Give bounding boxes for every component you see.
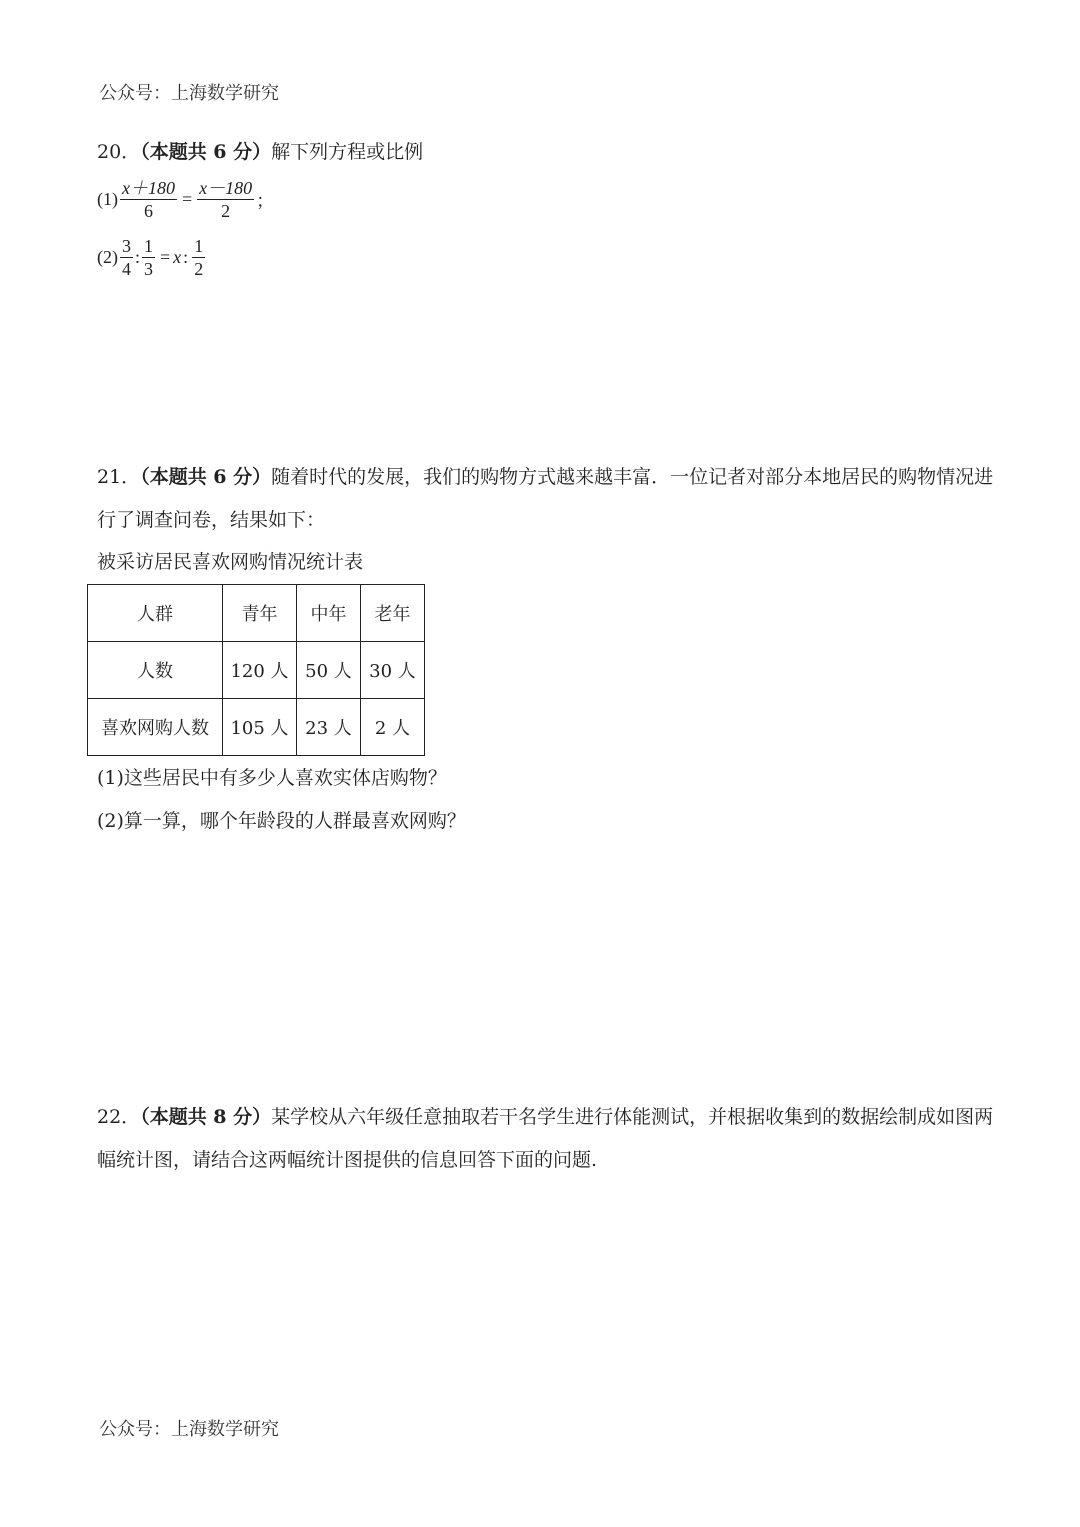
question-21-line-1	[97, 468, 993, 487]
question-22-points: （本题共 8 分）	[140, 1106, 272, 1128]
part-2-label: (2)	[97, 247, 118, 267]
fraction-b	[142, 235, 155, 280]
table-cell: 50 人	[297, 642, 361, 699]
stats-table	[87, 584, 425, 756]
table-cell: 120 人	[223, 642, 297, 699]
table-header-cell: 老年	[361, 585, 425, 642]
question-21-text-1: 随着时代的发展，我们的购物方式越来越丰富．一位记者对部分本地居民的购物情况进	[271, 466, 994, 488]
fraction-lhs	[120, 177, 177, 222]
table-cell: 2 人	[361, 699, 425, 756]
table-cell: 23 人	[297, 699, 361, 756]
table-cell: 30 人	[361, 642, 425, 699]
part-1-label: (1)	[97, 189, 118, 209]
question-20-number: 20．	[97, 141, 141, 163]
fraction-lhs-numerator: x＋180	[122, 178, 175, 198]
fraction-a-denominator: 4	[122, 259, 131, 279]
ratio-colon-1: :	[135, 247, 141, 267]
question-20-part-2	[97, 235, 207, 280]
question-22-number: 22．	[97, 1106, 141, 1128]
fraction-b-numerator: 1	[144, 236, 154, 256]
question-20-points: （本题共 6 分）	[140, 141, 272, 163]
table-header-cell: 中年	[297, 585, 361, 642]
fraction-c-denominator: 2	[194, 259, 204, 279]
table-cell: 喜欢网购人数	[88, 699, 223, 756]
question-21-points: （本题共 6 分）	[140, 466, 272, 488]
question-21-sub-2: (2)算一算，哪个年龄段的人群最喜欢网购？	[97, 810, 466, 832]
question-21-line-2: 行了调查问卷，结果如下：	[97, 509, 326, 531]
question-22-text-1: 某学校从六年级任意抽取若干名学生进行体能测试，并根据收集到的数据绘制成如图两	[271, 1106, 994, 1128]
table-header-row	[88, 585, 425, 642]
variable-x: x	[173, 247, 182, 267]
question-20-title	[97, 143, 423, 162]
fraction-rhs-numerator: x－180	[199, 178, 253, 198]
page-footer: 公众号：上海数学研究	[99, 1419, 279, 1440]
fraction-c	[192, 235, 205, 280]
fraction-a	[120, 235, 133, 280]
fraction-rhs-denominator: 2	[221, 201, 231, 221]
fraction-b-denominator: 3	[144, 259, 154, 279]
equals-sign: =	[182, 189, 193, 209]
table-cell: 105 人	[223, 699, 297, 756]
fraction-lhs-denominator: 6	[144, 201, 153, 221]
table-cell: 人数	[88, 642, 223, 699]
question-20-part-1	[97, 177, 274, 222]
page-header: 公众号：上海数学研究	[99, 83, 279, 104]
question-21-number: 21．	[97, 466, 141, 488]
part-1-end-punct: ；	[256, 190, 275, 211]
equals-sign-2: =	[160, 247, 171, 267]
question-20-prompt: 解下列方程或比例	[271, 141, 424, 163]
table-header-cell: 人群	[88, 585, 223, 642]
question-22-line-1	[97, 1108, 993, 1127]
fraction-rhs	[197, 177, 254, 222]
table-row	[88, 642, 425, 699]
ratio-colon-2: :	[183, 247, 189, 267]
table-header-cell: 青年	[223, 585, 297, 642]
table-row	[88, 699, 425, 756]
question-22-line-2: 幅统计图，请结合这两幅统计图提供的信息回答下面的问题.	[97, 1149, 598, 1171]
question-21-sub-1: (1)这些居民中有多少人喜欢实体店购物？	[97, 767, 447, 789]
fraction-a-numerator: 3	[122, 236, 131, 256]
table-title: 被采访居民喜欢网购情况统计表	[97, 551, 364, 573]
fraction-c-numerator: 1	[194, 236, 204, 256]
